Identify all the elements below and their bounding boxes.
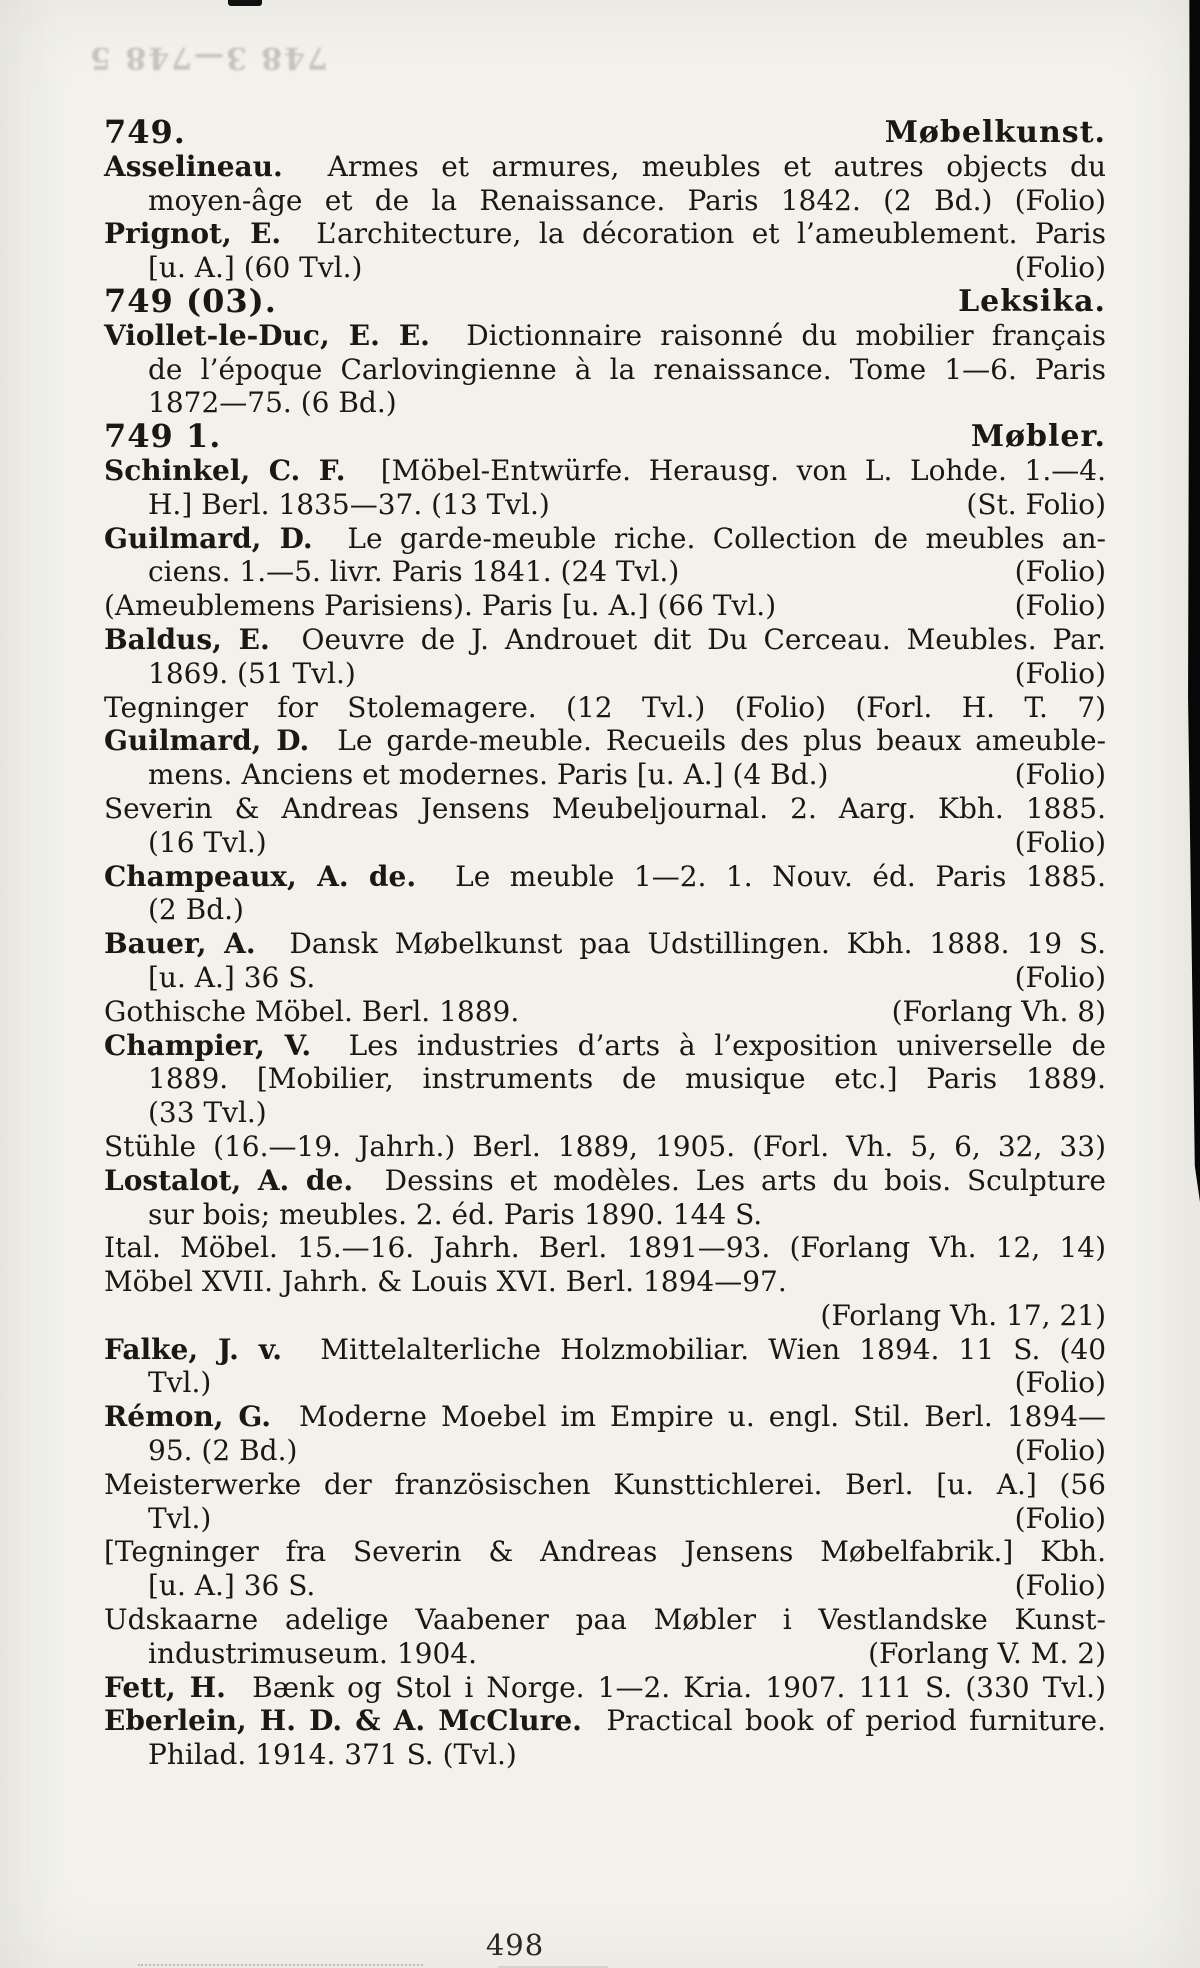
- entry-text: Oeuvre de J. Androuet dit Du Cerceau. Meubles. Par.: [269, 622, 1106, 656]
- entry-text: Philad. 1914. 371 S. (Tvl.): [148, 1738, 517, 1772]
- section-subject: Leksika.: [958, 283, 1106, 319]
- entry-text: Udskaarne adelige Vaabener paa Møbler i Vestlandske Kunst-: [104, 1603, 1106, 1637]
- format-note: (Folio): [1014, 825, 1106, 859]
- entry-text: Severin & Andreas Jensens Meubeljournal. 2. Aarg. Kbh. 1885.: [104, 791, 1106, 825]
- catalog-entry-line: [104, 353, 1106, 387]
- catalog-entry-line: [104, 961, 1106, 995]
- format-note: (Forlang V. M. 2): [868, 1636, 1106, 1670]
- entry-text: Le meuble 1—2. 1. Nouv. éd. Paris 1885.: [416, 859, 1106, 893]
- format-note: (Folio): [1014, 960, 1106, 994]
- catalog-entry-line: [104, 1603, 1106, 1637]
- author-name: Falke, J. v.: [104, 1332, 283, 1366]
- catalog-entry-line: [104, 758, 1106, 792]
- catalog-entry-line: [104, 1434, 1106, 1468]
- author-name: Guilmard, D.: [104, 724, 310, 758]
- classmark: 749 1.: [104, 417, 222, 456]
- catalog-entry-line: [104, 1096, 1106, 1130]
- catalog-entry-line: [104, 150, 1106, 184]
- catalog-entry-line: [104, 1265, 1106, 1299]
- scan-smudge: [138, 1964, 423, 1966]
- entry-text: ciens. 1.—5. livr. Paris 1841. (24 Tvl.): [148, 555, 680, 589]
- section-heading-line: [104, 113, 1106, 151]
- format-note: (Forlang Vh. 17, 21): [820, 1298, 1106, 1332]
- entry-text: moyen-âge et de la Renaissance. Paris 1842. (2 Bd.) (Folio): [148, 183, 1106, 217]
- entry-text: Tvl.): [148, 1501, 212, 1535]
- author-name: Guilmard, D.: [104, 521, 313, 555]
- author-name: Baldus, E.: [104, 622, 270, 656]
- author-name: Prignot, E.: [104, 217, 282, 251]
- catalog-entry-line: [104, 555, 1106, 589]
- catalog-entry-line: [104, 1671, 1106, 1705]
- catalog-entry-line: [104, 217, 1106, 251]
- entry-text: (Ameublemens Parisiens). Paris [u. A.] (66 Tvl.): [104, 589, 777, 623]
- entry-text: Moderne Moebel im Empire u. engl. Stil. Berl. 1894—: [271, 1400, 1106, 1434]
- catalog-entry-line: [104, 691, 1106, 725]
- entry-text: Tegninger for Stolemagere. (12 Tvl.) (Folio) (Forl. H. T. 7): [104, 690, 1106, 724]
- format-note: (Folio): [1014, 656, 1106, 690]
- catalog-entry-line: [104, 1535, 1106, 1569]
- entry-text: L’architecture, la décoration et l’ameublement. Paris: [281, 217, 1106, 251]
- catalog-entry-line: [104, 1704, 1106, 1738]
- catalog-entry-line: [104, 454, 1106, 488]
- author-name: Bauer, A.: [104, 927, 256, 961]
- catalog-entry-line: [104, 386, 1106, 420]
- entry-text: de l’époque Carlovingienne à la renaissance. Tome 1—6. Paris: [148, 352, 1106, 386]
- section-subject: Møbelkunst.: [884, 115, 1106, 150]
- entry-text: [Tegninger fra Severin & Andreas Jensens Møbelfabrik.] Kbh.: [104, 1535, 1106, 1569]
- catalog-entry-line: [104, 657, 1106, 691]
- catalog-entry-line: [104, 826, 1106, 860]
- author-name: Schinkel, C. F.: [104, 453, 346, 487]
- catalog-entry-line: [104, 1029, 1106, 1063]
- catalog-entry-line: [104, 893, 1106, 927]
- section-heading-line: [104, 417, 1106, 456]
- entry-text: mens. Anciens et modernes. Paris [u. A.] (4 Bd.): [148, 758, 829, 792]
- entry-text: [u. A.] 36 S.: [148, 1569, 316, 1603]
- entry-text: (2 Bd.): [148, 893, 244, 927]
- section-heading-line: [104, 281, 1106, 320]
- entry-text: 1872—75. (6 Bd.): [148, 386, 397, 420]
- catalog-entry-line: [104, 995, 1106, 1029]
- entry-text: H.] Berl. 1835—37. (13 Tvl.): [148, 487, 550, 521]
- entry-text: Ital. Möbel. 15.—16. Jahrh. Berl. 1891—93. (Forlang Vh. 12, 14): [104, 1231, 1106, 1265]
- entry-text: (16 Tvl.): [148, 825, 267, 859]
- catalog-entry-line: [104, 1198, 1106, 1232]
- entry-text: Dansk Møbelkunst paa Udstillingen. Kbh. 1888. 19 S.: [255, 927, 1106, 961]
- entry-text: Bænk og Stol i Norge. 1—2. Kria. 1907. 111 S. (330 Tvl.): [225, 1670, 1106, 1704]
- catalog-entry-line: [104, 623, 1106, 657]
- catalog-entry-line: [104, 860, 1106, 894]
- format-note: (Folio): [1014, 589, 1106, 623]
- entry-text: (33 Tvl.): [148, 1096, 267, 1130]
- entry-text: 95. (2 Bd.): [148, 1434, 298, 1468]
- catalog-entry-line: [104, 1738, 1106, 1772]
- entry-text: industrimuseum. 1904.: [148, 1636, 477, 1670]
- catalog-entry-line: [104, 319, 1106, 353]
- entry-text: Armes et armures, meubles et autres objects du: [282, 149, 1106, 183]
- entry-text: Tvl.): [148, 1366, 212, 1400]
- entry-text: [Möbel-Entwürfe. Herausg. von L. Lohde. 1.—4.: [345, 453, 1106, 487]
- author-name: Champeaux, A. de.: [104, 859, 417, 893]
- catalog-entry-line: [104, 1062, 1106, 1096]
- catalog-lines: [104, 113, 1107, 1772]
- entry-text: [u. A.] 36 S.: [148, 960, 316, 994]
- scan-artifact-mark: [228, 0, 262, 6]
- bleedthrough-text: 748 3—748 5: [88, 40, 328, 75]
- entry-text: sur bois; meubles. 2. éd. Paris 1890. 144 S.: [148, 1197, 763, 1231]
- entry-text: Le garde-meuble riche. Collection de meubles an-: [312, 521, 1106, 555]
- entry-text: Le garde-meuble. Recueils des plus beaux ameuble-: [309, 724, 1106, 758]
- page-number: 498: [485, 1928, 545, 1962]
- catalog-entry-line: [104, 1468, 1106, 1502]
- catalog-entry-line: [104, 488, 1106, 522]
- entry-text: Practical book of period furniture.: [581, 1704, 1106, 1738]
- catalog-entry-line: [104, 1333, 1106, 1367]
- entry-text: Mittelalterliche Holzmobiliar. Wien 1894. 11 S. (40: [282, 1332, 1107, 1366]
- catalog-entry-line: [104, 251, 1106, 285]
- catalog-entry-line: [104, 1231, 1106, 1265]
- entry-text: Dessins et modèles. Les arts du bois. Sculpture: [353, 1163, 1106, 1197]
- format-note: (Folio): [1014, 555, 1106, 589]
- entry-text: Meisterwerke der französischen Kunsttichlerei. Berl. [u. A.] (56: [104, 1467, 1106, 1501]
- author-name: Eberlein, H. D. & A. McClure.: [104, 1704, 582, 1738]
- catalog-entry-line: [104, 589, 1106, 623]
- catalog-entry-line: [104, 1130, 1106, 1164]
- catalog-entry-line: [104, 1637, 1106, 1671]
- author-name: Rémon, G.: [104, 1400, 271, 1434]
- scan-edge-shadow: [1187, 0, 1200, 1202]
- format-note: (Folio): [1014, 1569, 1106, 1603]
- entry-text: Möbel XVII. Jahrh. & Louis XVI. Berl. 1894—97.: [104, 1265, 787, 1299]
- format-note: (Folio): [1014, 1434, 1106, 1468]
- catalog-entry-line: [104, 1569, 1106, 1603]
- classmark: 749 (03).: [104, 281, 277, 320]
- catalog-entry-line: [104, 1366, 1106, 1400]
- entry-text: Les industries d’arts à l’exposition universelle de: [311, 1028, 1106, 1062]
- format-note: (St. Folio): [966, 487, 1106, 521]
- format-note: (Folio): [1014, 251, 1106, 285]
- author-name: Lostalot, A. de.: [104, 1163, 354, 1197]
- entry-text: Dictionnaire raisonné du mobilier français: [429, 318, 1107, 352]
- classmark: 749.: [104, 113, 186, 151]
- section-subject: Møbler.: [970, 419, 1106, 455]
- format-note: (Folio): [1014, 1366, 1106, 1400]
- format-note: (Folio): [1014, 758, 1106, 792]
- author-name: Champier, V.: [104, 1028, 312, 1062]
- catalog-entry-line: [104, 184, 1106, 218]
- catalog-entry-line: [104, 1164, 1106, 1198]
- entry-text: 1889. [Mobilier, instruments de musique etc.] Paris 1889.: [148, 1062, 1106, 1096]
- entry-text: Stühle (16.—19. Jahrh.) Berl. 1889, 1905. (Forl. Vh. 5, 6, 32, 33): [104, 1129, 1106, 1163]
- catalog-entry-line: [104, 1502, 1106, 1536]
- author-name: Asselineau.: [104, 149, 283, 183]
- format-note: (Folio): [1014, 1501, 1106, 1535]
- entry-text: 1869. (51 Tvl.): [148, 656, 356, 690]
- catalog-entry-line: [104, 1299, 1106, 1333]
- entry-text: [u. A.] (60 Tvl.): [148, 251, 363, 285]
- catalog-entry-line: [104, 522, 1106, 556]
- entry-text: Gothische Möbel. Berl. 1889.: [104, 994, 520, 1028]
- author-name: Viollet-le-Duc, E. E.: [104, 318, 430, 352]
- format-note: (Forlang Vh. 8): [891, 994, 1106, 1028]
- catalog-entry-line: [104, 792, 1106, 826]
- catalog-entry-line: [104, 724, 1106, 758]
- catalog-entry-line: [104, 927, 1106, 961]
- catalog-entry-line: [104, 1400, 1106, 1434]
- author-name: Fett, H.: [104, 1670, 226, 1704]
